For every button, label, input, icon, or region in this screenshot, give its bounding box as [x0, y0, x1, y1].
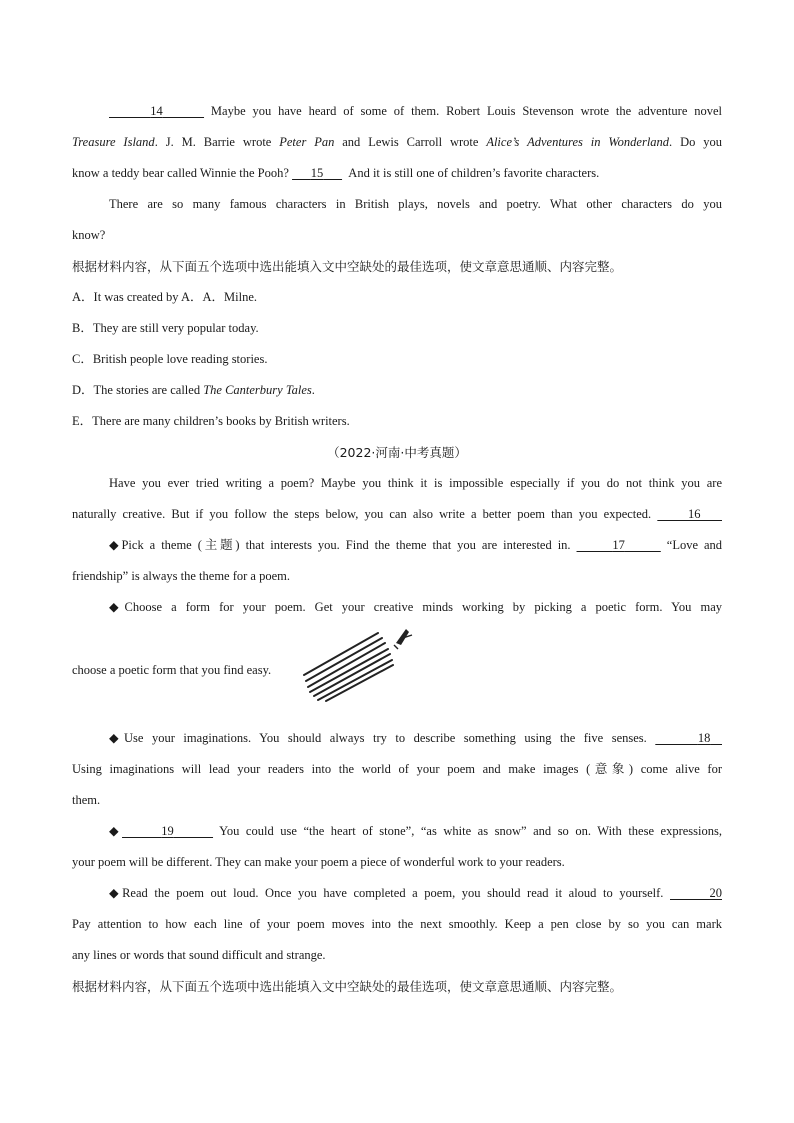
book-title: Peter Pan	[279, 135, 335, 149]
instruction-text: 根据材料内容，从下面五个选项中选出能填入文中空缺处的最佳选项，使文章意思通顺、内容完整。	[72, 259, 623, 274]
question-source: （2022·河南·中考真题）	[327, 445, 467, 460]
step5-line2: Pay attention to how each line of your poem moves into the next smoothly. Keep a pen close by so you can mark	[72, 917, 722, 931]
instruction-text-2: 根据材料内容，从下面五个选项中选出能填入文中空缺处的最佳选项，使文章意思通顺、内容完整。	[72, 979, 623, 994]
step5-line3: any lines or words that sound difficult and strange.	[72, 948, 326, 962]
passage1-line2: Treasure Island. J. M. Barrie wrote Peter Pan and Lewis Carroll wrote Alice’s Adventures in Wonderland. Do you	[72, 135, 722, 149]
passage2-line2: naturally creative. But if you follow the steps below, you can also write a better poem than you expected. 16	[72, 499, 722, 530]
blank-20[interactable]: 20	[709, 886, 722, 900]
step4-line1: ◆ 19 You could use “the heart of stone”, “as white as snow” and so on. With these expressions,	[109, 824, 722, 838]
blank-15[interactable]: 15	[310, 166, 324, 180]
step4-line2: your poem will be different. They can make your poem a piece of wonderful work to your readers.	[72, 855, 565, 869]
blank-16[interactable]: 16	[688, 507, 701, 521]
option-a: A．It was created by A．A．Milne.	[72, 290, 258, 304]
passage1-line5: know?	[72, 228, 106, 242]
book-title: Alice’s Adventures in Wonderland	[486, 135, 670, 149]
passage1-line4: There are so many famous characters in British plays, novels and poetry. What other characters do you	[109, 197, 722, 211]
option-c: C．British people love reading stories.	[72, 352, 268, 366]
document-page	[72, 96, 722, 1002]
option-e: E．There are many children’s books by British writers.	[72, 414, 350, 428]
step1-line2: friendship” is always the theme for a poem.	[72, 569, 290, 583]
step3-line1: ◆Use your imaginations. You should always try to describe something using the five senses. 18	[72, 723, 722, 754]
passage1-line3: know a teddy bear called Winnie the Pooh? 15 And it is still one of children’s favorite characters.	[72, 166, 600, 180]
blank-14[interactable]: 14	[150, 104, 163, 118]
step2-text: choose a poetic form that you find easy.	[72, 663, 272, 677]
step2-line1: ◆Choose a form for your poem. Get your creative minds working by picking a poetic form. You may	[109, 600, 722, 614]
option-b: B．They are still very popular today.	[72, 321, 259, 335]
step3-line3: them.	[72, 793, 101, 807]
blank-17[interactable]: 17	[612, 538, 625, 552]
option-d: D．The stories are called The Canterbury Tales.	[72, 383, 315, 397]
book-title: Treasure Island	[72, 135, 155, 149]
step2-line2-with-image	[72, 623, 722, 723]
blank-19[interactable]: 19	[161, 824, 174, 838]
blank-18[interactable]: 18	[697, 731, 711, 745]
passage1-line1: 14 Maybe you have heard of some of them. Robert Louis Stevenson wrote the adventure novel	[72, 96, 722, 127]
step3-line2: Using imaginations will lead your readers into the world of your poem and make images (意象) come alive for	[72, 762, 722, 776]
step1-line1: ◆Pick a theme (主题) that interests you. Find the theme that you are interested in. 17 “Love and	[109, 538, 722, 552]
step5-line1: ◆Read the poem out loud. Once you have completed a poem, you should read it aloud to yourself. 20	[109, 886, 722, 900]
pen-writing-lines-icon	[300, 623, 420, 703]
passage2-line1: Have you ever tried writing a poem? Maybe you think it is impossible especially if you do not think you are	[109, 476, 722, 490]
